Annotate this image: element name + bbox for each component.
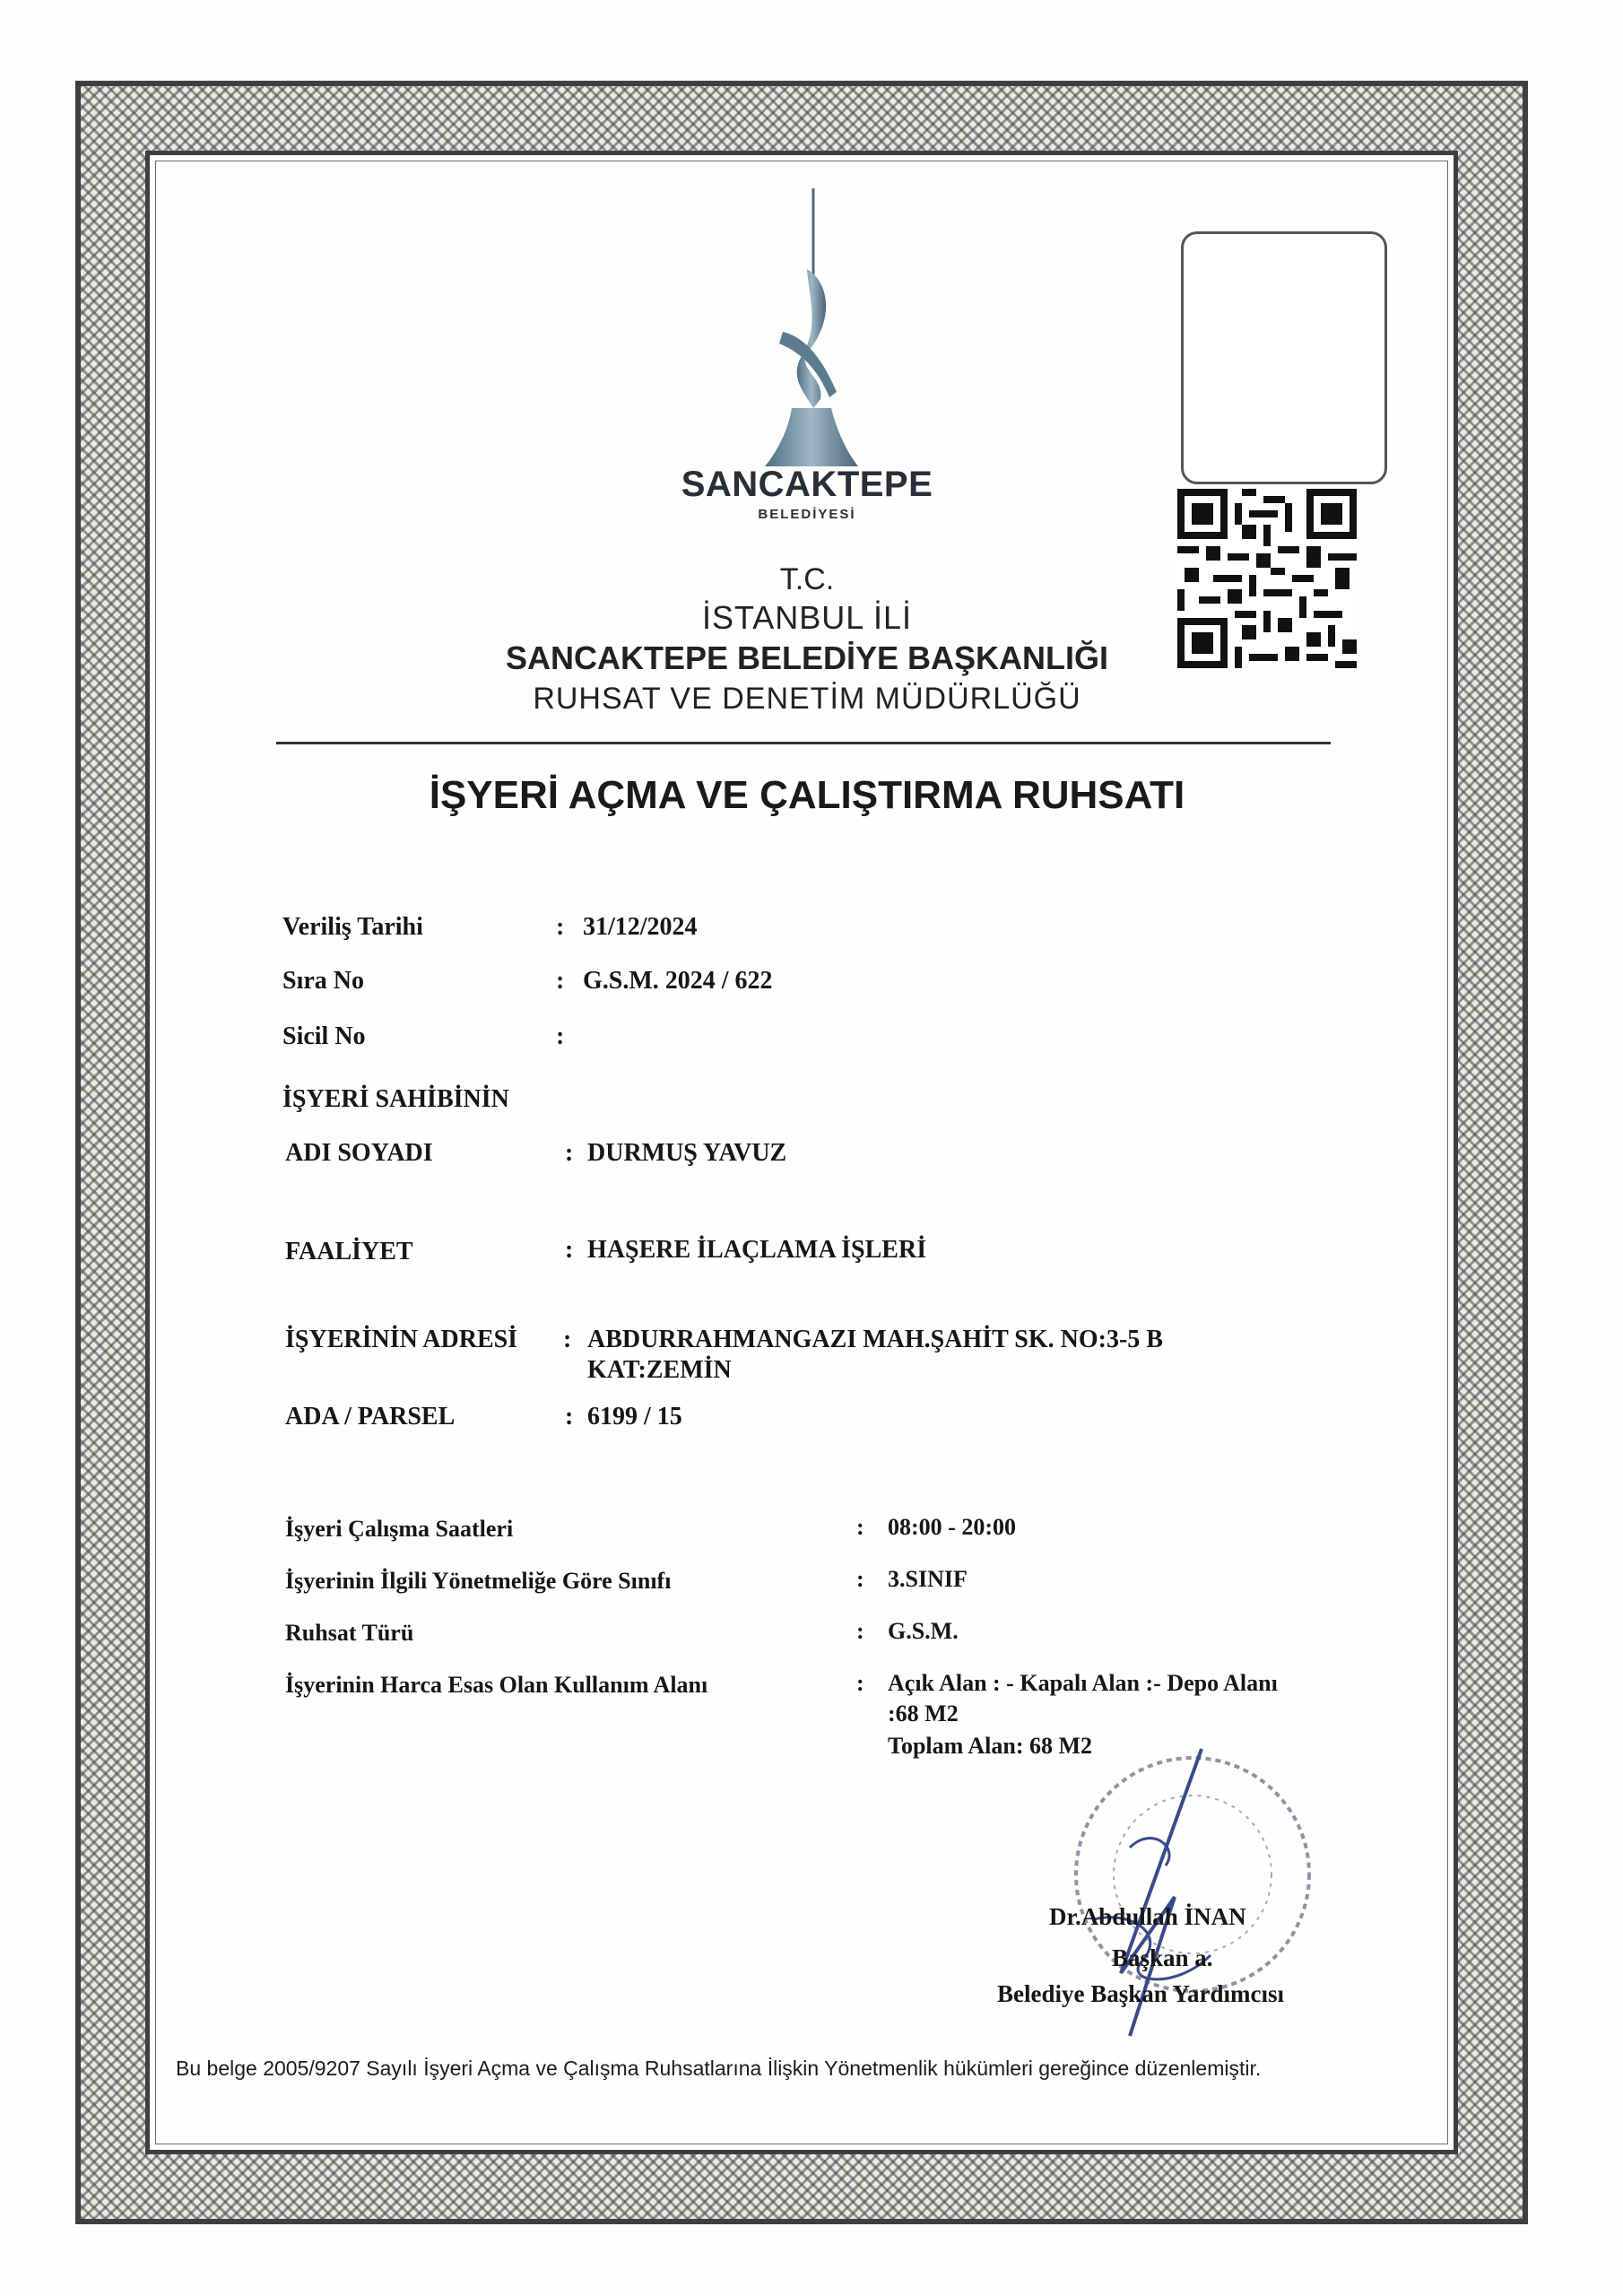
license-type-value: G.S.M.: [888, 1618, 959, 1644]
document-title: İŞYERİ AÇMA VE ÇALIŞTIRMA RUHSATI: [429, 773, 1185, 817]
logo-sub: BELEDİYESİ: [758, 507, 856, 522]
address-value-line2: KAT:ZEMİN: [587, 1356, 732, 1384]
colon: :: [856, 1514, 864, 1540]
owner-heading: İŞYERİ SAHİBİNİN: [282, 1085, 509, 1113]
colon: :: [556, 1022, 565, 1050]
serial-no-label: Sıra No: [282, 967, 364, 995]
colon: :: [565, 1403, 574, 1431]
registry-no-label: Sicil No: [282, 1022, 366, 1050]
colon: :: [856, 1670, 864, 1696]
colon: :: [856, 1618, 864, 1644]
owner-name-label: ADI SOYADI: [285, 1139, 433, 1167]
colon: :: [556, 913, 565, 941]
signatory-role: Başkan a.: [1112, 1944, 1213, 1971]
signatory-title: Belediye Başkan Yardımcısı: [997, 1980, 1285, 2007]
address-value-line1: ABDURRAHMANGAZI MAH.ŞAHİT SK. NO:3-5 B: [587, 1326, 1163, 1353]
owner-name-value: DURMUŞ YAVUZ: [587, 1139, 787, 1167]
colon: :: [565, 1236, 574, 1264]
header-municipality: SANCAKTEPE BELEDİYE BAŞKANLIĞI: [505, 639, 1109, 676]
usage-area-line1: Açık Alan : - Kapalı Alan :- Depo Alanı: [888, 1670, 1278, 1696]
activity-label: FAALİYET: [285, 1238, 413, 1265]
colon: :: [556, 967, 565, 995]
serial-no-value: G.S.M. 2024 / 622: [583, 967, 773, 995]
working-hours-value: 08:00 - 20:00: [888, 1514, 1016, 1540]
logo-wordmark: [628, 465, 986, 522]
working-hours-label: İşyeri Çalışma Saatleri: [285, 1516, 514, 1542]
legal-footnote: Bu belge 2005/9207 Sayılı İşyeri Açma ve Çalışma Ruhsatlarına İlişkin Yönetmenlik hükümleri gereğince düzenlemiştir.: [176, 2057, 1262, 2080]
activity-value: HAŞERE İLAÇLAMA İŞLERİ: [587, 1236, 927, 1264]
class-value: 3.SINIF: [888, 1566, 968, 1592]
usage-area-label: İşyerinin Harca Esas Olan Kullanım Alanı: [285, 1672, 708, 1698]
issuer-header: [359, 561, 1255, 718]
header-directorate: RUHSAT VE DENETİM MÜDÜRLÜĞÜ: [533, 682, 1081, 716]
parcel-label: ADA / PARSEL: [285, 1403, 456, 1431]
header-province: İSTANBUL İLİ: [701, 599, 913, 636]
usage-area-line2: :68 M2: [888, 1700, 959, 1726]
sancaktepe-monument-logo: [758, 184, 865, 471]
header-divider: [276, 742, 1331, 744]
address-label: İŞYERİNİN ADRESİ: [285, 1326, 518, 1353]
colon: :: [563, 1326, 572, 1353]
class-label: İşyerinin İlgili Yönetmeliğe Göre Sınıfı: [285, 1568, 672, 1594]
photo-placeholder: [1181, 231, 1387, 484]
signatory-name: Dr.Abdullah İNAN: [1049, 1903, 1246, 1930]
license-type-label: Ruhsat Türü: [285, 1620, 414, 1646]
logo-name: SANCAKTEPE: [681, 465, 933, 504]
issue-date-label: Veriliş Tarihi: [282, 913, 423, 941]
usage-area-total: Toplam Alan: 68 M2: [888, 1733, 1093, 1759]
colon: :: [565, 1139, 574, 1167]
header-tc: T.C.: [779, 562, 835, 596]
colon: :: [856, 1566, 864, 1592]
issue-date-value: 31/12/2024: [583, 913, 698, 941]
parcel-value: 6199 / 15: [587, 1403, 682, 1431]
